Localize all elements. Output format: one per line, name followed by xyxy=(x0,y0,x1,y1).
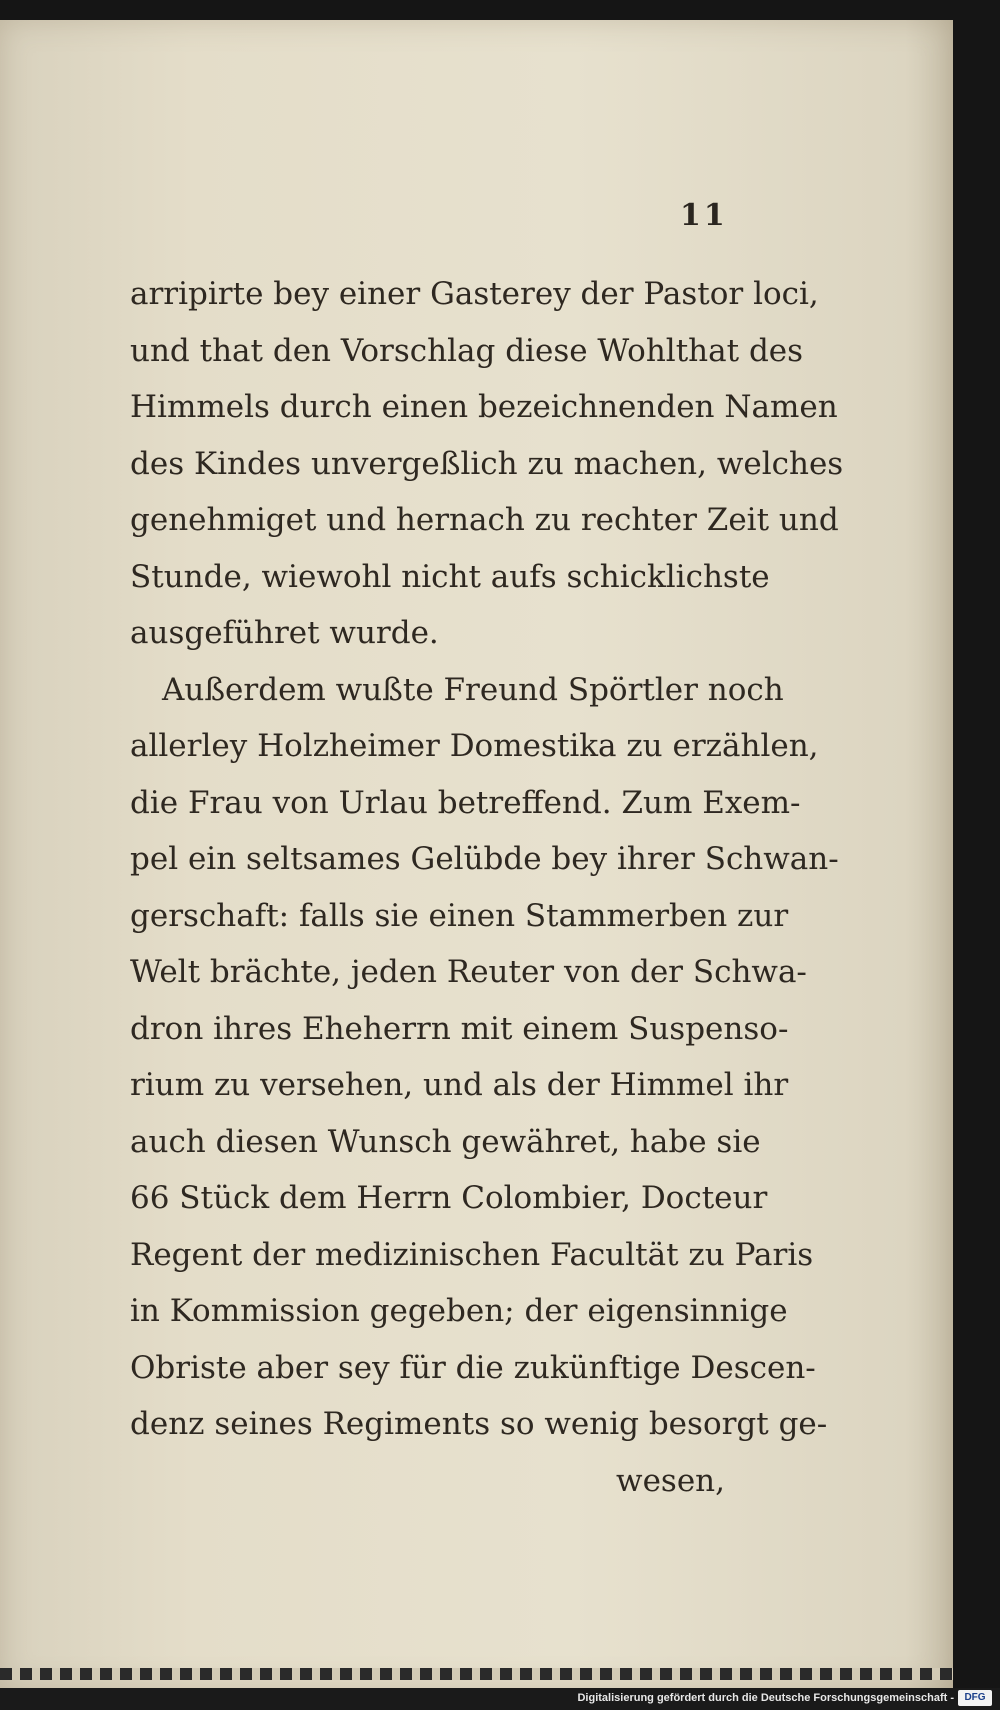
text-line: Stunde, wiewohl nicht aufs schicklichste xyxy=(130,558,770,595)
text-line: auch diesen Wunsch gewähret, habe sie xyxy=(130,1123,761,1160)
page-number: 11 xyxy=(680,198,728,233)
text-line: ausgeführet wurde. xyxy=(130,615,439,651)
catchword: wesen, xyxy=(616,1462,725,1499)
text-line: des Kindes unvergeßlich zu machen, welches xyxy=(130,445,844,482)
book-page xyxy=(0,20,953,1688)
body-text xyxy=(130,266,844,1509)
text-line: Welt brächte, jeden Reuter von der Schwa- xyxy=(130,954,807,990)
text-line: die Frau von Urlau betreffend. Zum Exem- xyxy=(130,784,801,821)
text-line: arripirte bey einer Gasterey der Pastor loci, xyxy=(130,276,819,312)
text-line: denz seines Regiments so wenig besorgt ge- xyxy=(130,1406,828,1442)
text-line: Himmels durch einen bezeichnenden Namen xyxy=(130,389,838,425)
text-line: allerley Holzheimer Domestika zu erzählen, xyxy=(130,728,819,764)
text-line: gerschaft: falls sie einen Stammerben zur xyxy=(130,897,789,934)
text-line: genehmiget und hernach zu rechter Zeit und xyxy=(130,502,839,538)
page-edge xyxy=(0,1668,953,1680)
text-line: rium zu versehen, und als der Himmel ihr xyxy=(130,1067,789,1103)
text-line: Außerdem wußte Freund Spörtler noch xyxy=(162,671,784,708)
text-line: Obriste aber sey für die zukünftige Descen- xyxy=(130,1349,816,1386)
footer-credit: Digitalisierung gefördert durch die Deutsche Forschungsgemeinschaft - xyxy=(577,1692,954,1704)
text-line: 66 Stück dem Herrn Colombier, Docteur xyxy=(130,1180,768,1216)
dfg-logo: DFG xyxy=(958,1690,992,1706)
text-line: und that den Vorschlag diese Wohlthat des xyxy=(130,332,804,369)
text-line: dron ihres Eheherrn mit einem Suspenso- xyxy=(130,1010,789,1047)
text-line: pel ein seltsames Gelübde bey ihrer Schwan- xyxy=(130,841,839,877)
text-line: Regent der medizinischen Facultät zu Paris xyxy=(130,1236,814,1273)
text-line: in Kommission gegeben; der eigensinnige xyxy=(130,1293,788,1329)
